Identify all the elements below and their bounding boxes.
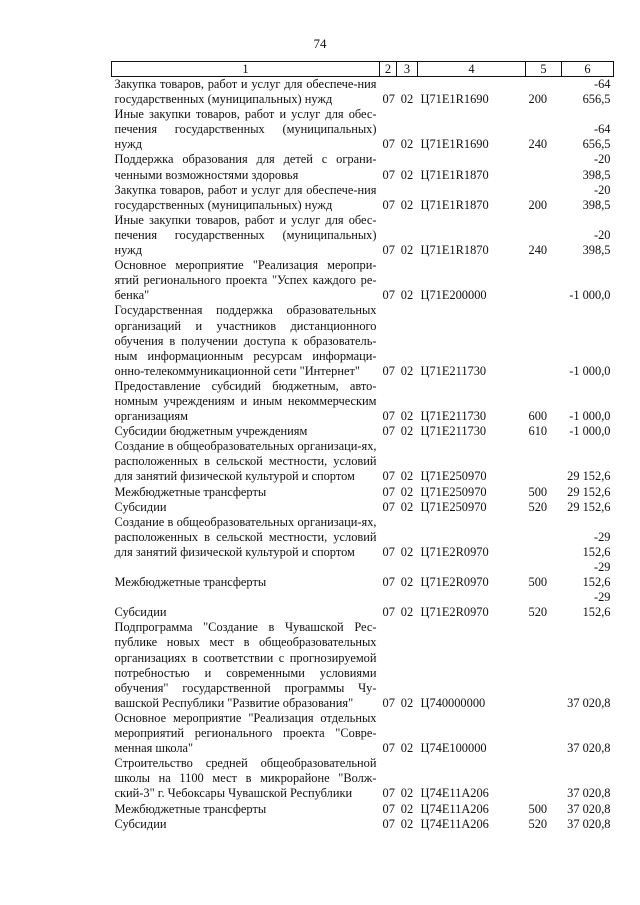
row-section: 07 [382,424,395,439]
row-target-code: Ц740000000 [420,695,486,710]
table-row [112,590,614,620]
row-name: Государственная поддержка образовательных организаций и участников дистанционного обучения в получении доступа к образователь-ным информационным ресурсам информаци-онно-телекоммуникационной сети "Интернет" [114,303,377,378]
row-amount: -29 152,6 [582,560,611,590]
row-section: 07 [382,741,395,756]
row-expense-type [526,303,562,378]
row-expense-type [526,620,562,711]
row-name: Предоставление субсидий бюджетным, авто-номным учреждениям и иным некоммерческим организациям [114,378,377,424]
row-section: 07 [382,575,395,590]
row-target-code: Ц71Е1R1870 [420,197,489,212]
row-section: 07 [382,695,395,710]
row-section: 07 [382,167,395,182]
row-target-code: Ц71Е250970 [420,499,487,514]
row-subsection: 02 [400,363,414,378]
row-amount: 29 152,6 [567,499,611,514]
row-subsection: 02 [400,484,414,499]
row-amount: 37 020,8 [567,741,611,756]
row-amount: -20 398,5 [582,152,611,182]
table-row [112,439,614,484]
row-section: 07 [382,409,395,424]
row-name: Создание в общеобразовательных организаци-ях, расположенных в сельской местности, условий для занятий физической культурой и спортом [114,514,377,559]
row-name: Основное мероприятие "Реализация меропри-ятий регионального проекта "Успех каждого ре-бенка" [114,258,377,303]
row-amount: -64 656,5 [582,77,611,107]
row-amount: -1 000,0 [569,409,611,424]
budget-table [111,61,614,832]
header-col-5: 5 [526,62,562,77]
row-section: 07 [382,544,395,559]
row-amount: -20 398,5 [582,227,611,258]
row-subsection: 02 [400,816,414,831]
row-name: Основное мероприятие "Реализация отдельных мероприятий регионального проекта "Совре-менная школа" [114,710,377,756]
row-section: 07 [382,786,395,801]
row-expense-type: 500 [528,801,548,816]
row-expense-type: 500 [528,575,548,590]
row-name: Поддержка образования для детей с ограни-ченными возможностями здоровья [114,152,377,182]
row-subsection: 02 [400,469,414,484]
row-expense-type: 520 [528,816,548,831]
row-target-code: Ц74Е11А206 [420,786,489,801]
row-section: 07 [382,243,395,258]
table-row [112,485,614,500]
row-target-code: Ц71Е200000 [420,288,487,303]
row-subsection: 02 [400,575,414,590]
table-row [112,802,614,817]
row-name: Подпрограмма "Создание в Чувашской Рес-публике новых мест в общеобразовательных организациях в соответствии с прогнозируемой потребностью и современными условиями обучения" государственной программы Чу-вашской Республики "Развитие образования" [114,620,377,710]
row-amount: 37 020,8 [567,816,611,831]
table-row [112,183,614,213]
row-subsection: 02 [400,695,414,710]
row-target-code: Ц71Е1R1690 [420,137,489,152]
row-section: 07 [382,484,395,499]
table-row [112,213,614,258]
row-subsection: 02 [400,137,414,152]
header-col-6: 6 [562,62,614,77]
row-subsection: 02 [400,544,414,559]
row-amount: -20 398,5 [582,182,611,212]
table-row [112,756,614,801]
row-amount: -1 000,0 [569,288,611,303]
row-subsection: 02 [400,92,414,107]
row-expense-type: 500 [528,484,548,499]
row-amount: -64 656,5 [582,122,611,152]
row-target-code: Ц71Е250970 [420,469,487,484]
row-expense-type [526,258,562,303]
header-col-1: 1 [112,62,380,77]
table-header-row [112,62,614,77]
row-name: Закупка товаров, работ и услуг для обеспече-ния государственных (муниципальных) нужд [114,77,377,107]
table-body [112,77,614,832]
table-row [112,107,614,152]
row-target-code: Ц71Е2R0970 [420,605,489,620]
row-target-code: Ц71Е2R0970 [420,544,489,559]
row-subsection: 02 [400,167,414,182]
row-target-code: Ц71Е1R1870 [420,243,489,258]
row-section: 07 [382,363,395,378]
row-subsection: 02 [400,801,414,816]
table-row [112,379,614,424]
row-section: 07 [382,801,395,816]
row-expense-type: 240 [528,137,548,152]
table-row [112,711,614,756]
row-subsection: 02 [400,499,414,514]
row-expense-type: 600 [528,409,548,424]
table-row [112,817,614,832]
row-section: 07 [382,137,395,152]
table-row [112,77,614,108]
header-col-3: 3 [397,62,418,77]
row-section: 07 [382,197,395,212]
row-name: Строительство средней общеобразовательной школы на 1100 мест в микрорайоне "Волж-ский-3" г. Чебоксары Чувашской Республики [114,756,377,801]
row-amount: -29 152,6 [582,590,611,620]
row-target-code: Ц71Е211730 [420,424,487,439]
row-section: 07 [382,605,395,620]
row-amount: 37 020,8 [567,786,611,801]
header-col-2: 2 [380,62,397,77]
row-name: Субсидии [114,605,167,620]
row-amount: 29 152,6 [567,469,611,484]
row-target-code: Ц74Е100000 [420,741,487,756]
row-expense-type: 520 [528,499,548,514]
row-name: Субсидии бюджетным учреждениям [114,424,308,439]
row-expense-type: 200 [528,197,548,212]
row-section: 07 [382,288,395,303]
row-expense-type [526,711,562,756]
row-target-code: Ц71Е211730 [420,363,487,378]
row-name: Субсидии [114,499,167,514]
row-section: 07 [382,816,395,831]
row-amount: -1 000,0 [569,363,611,378]
row-subsection: 02 [400,605,414,620]
row-target-code: Ц74Е11А206 [420,801,489,816]
row-target-code: Ц71Е1R1690 [420,92,489,107]
row-name: Создание в общеобразовательных организаци-ях, расположенных в сельской местности, условий для занятий физической культурой и спортом [114,439,377,484]
row-expense-type: 200 [528,92,548,107]
row-subsection: 02 [400,424,414,439]
table-row [112,515,614,560]
row-target-code: Ц71Е250970 [420,484,487,499]
row-amount: 37 020,8 [567,695,611,710]
row-name: Межбюджетные трансферты [114,801,267,816]
row-expense-type [526,756,562,801]
row-expense-type [526,152,562,182]
table-row [112,152,614,182]
row-subsection: 02 [400,243,414,258]
table-row [112,303,614,378]
header-col-4: 4 [418,62,526,77]
table-row [112,424,614,439]
row-target-code: Ц71Е2R0970 [420,575,489,590]
row-amount: -1 000,0 [569,424,611,439]
row-subsection: 02 [400,288,414,303]
table-row [112,500,614,515]
row-subsection: 02 [400,197,414,212]
row-amount: 37 020,8 [567,801,611,816]
row-amount: 29 152,6 [567,484,611,499]
row-expense-type: 520 [528,605,548,620]
row-section: 07 [382,499,395,514]
page-number: 74 [313,36,327,51]
row-subsection: 02 [400,409,414,424]
row-expense-type [526,515,562,560]
table-row [112,560,614,590]
table-row [112,620,614,711]
table-row [112,258,614,303]
row-subsection: 02 [400,786,414,801]
row-name: Иные закупки товаров, работ и услуг для обес-печения государственных (муниципальных) нужд [114,107,377,152]
row-name: Закупка товаров, работ и услуг для обеспече-ния государственных (муниципальных) нужд [114,182,377,212]
row-expense-type: 240 [528,243,548,258]
row-target-code: Ц71Е1R1870 [420,167,489,182]
row-target-code: Ц71Е211730 [420,409,487,424]
row-expense-type: 610 [528,424,548,439]
row-section: 07 [382,92,395,107]
row-target-code: Ц74Е11А206 [420,816,489,831]
row-subsection: 02 [400,741,414,756]
row-name: Межбюджетные трансферты [114,575,267,590]
row-expense-type [526,439,562,484]
row-name: Субсидии [114,816,167,831]
row-name: Иные закупки товаров, работ и услуг для обес-печения государственных (муниципальных) нужд [114,212,377,258]
row-amount: -29 152,6 [582,529,611,559]
row-section: 07 [382,469,395,484]
row-name: Межбюджетные трансферты [114,484,267,499]
